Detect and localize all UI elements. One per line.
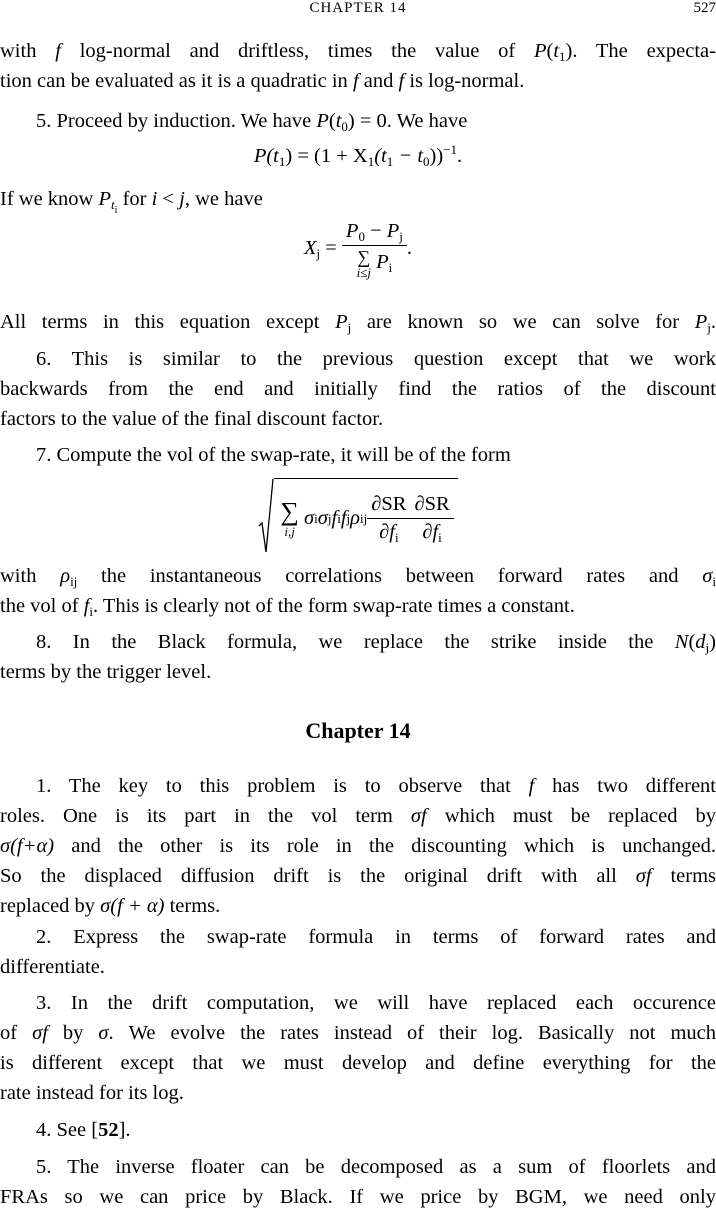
text-line: replaced by σ(f + α) terms.: [0, 891, 716, 921]
paragraph: [0, 1115, 716, 1145]
square-root: ∑ i,j σ i σ j f i f j ρ ij $\frac{\partial SR}{\partial f_i}$ $\frac{\partial SR}{\partial f_i}$: [258, 478, 457, 556]
citation-ref[interactable]: 52: [98, 1119, 119, 1141]
text-line: So the displaced diffusion drift is the original drift with all σf terms: [0, 861, 716, 891]
paragraph: [0, 771, 716, 921]
text-line: the vol of $f_i$. This is clearly not of the form swap-rate times a constant.: [0, 591, 716, 621]
equation-xj: $X_j$ = $P_0 - P_j$ ∑ i≤j $P_i$ .: [0, 220, 716, 279]
equation-p-t1: $P(t_1) = (1 + X_1(t_1 - t_0))^{-1}$.: [0, 145, 716, 168]
text-line: terms by the trigger level.: [0, 657, 716, 687]
paragraph: [0, 184, 716, 214]
text-line: If we know $P_{t_i}$ for i < j, we have: [0, 184, 716, 214]
paragraph: [0, 307, 716, 337]
running-header: [0, 0, 716, 20]
text-line: backwards from the end and initially find the ratios of the discount: [0, 374, 716, 404]
text-line: 3. In the drift computation, we will have replaced each occurence: [0, 988, 716, 1018]
paragraph: [0, 1152, 716, 1212]
text-line: σ(f+α) and the other is its role in the discounting which is unchanged.: [0, 831, 716, 861]
text-line: of σf by σ. We evolve the rates instead of their log. Basically not much: [0, 1018, 716, 1048]
text-line: FRAs so we can price by Black. If we price by BGM, we need only: [0, 1182, 716, 1212]
radical-sign-icon: [258, 478, 274, 556]
text-line: with $\rho_{ij}$ the instantaneous correlations between forward rates and $\sigma_i$: [0, 561, 716, 591]
text-line: 6. This is similar to the previous question except that we work: [0, 344, 716, 374]
text-line: roles. One is its part in the vol term σf which must be replaced by: [0, 801, 716, 831]
text-line: with f log-normal and driftless, times the value of $P(t_1)$. The expecta-: [0, 36, 716, 66]
text-line: 4. See [52].: [0, 1115, 716, 1145]
text-line: factors to the value of the final discount factor.: [0, 404, 716, 434]
paragraph: [0, 36, 716, 96]
text-line: differentiate.: [0, 952, 716, 982]
text-line: rate instead for its log.: [0, 1078, 716, 1108]
fraction: $P_0 - P_j$ ∑ i≤j $P_i$: [342, 220, 407, 279]
text-line: 2. Express the swap-rate formula in terms of forward rates and: [0, 922, 716, 952]
text-line: 1. The key to this problem is to observe that f has two different: [0, 771, 716, 801]
text-line: All terms in this equation except $P_j$ are known so we can solve for $P_j$.: [0, 307, 716, 337]
text-line: 5. Proceed by induction. We have $P(t_0) = 0$. We have: [36, 106, 716, 136]
chapter-heading: Chapter 14: [0, 718, 716, 744]
text-line: tion can be evaluated as it is a quadratic in f and f is log-normal.: [0, 66, 716, 96]
text-line: 5. The inverse floater can be decomposed as a sum of floorlets and: [0, 1152, 716, 1182]
paragraph: [0, 988, 716, 1108]
page-number: 527: [694, 0, 716, 17]
equation-swap-vol: [0, 478, 716, 562]
paragraph: [0, 627, 716, 687]
paragraph: [0, 922, 716, 982]
text-line: 8. In the Black formula, we replace the strike inside the $N(d_j)$: [0, 627, 716, 657]
paragraph: [0, 440, 716, 470]
paragraph: [0, 344, 716, 434]
text-line: 7. Compute the vol of the swap-rate, it will be of the form: [0, 440, 716, 470]
paragraph: [0, 561, 716, 621]
text-line: is different except that we must develop and define everything for the: [0, 1048, 716, 1078]
header-title: CHAPTER 14: [0, 0, 716, 17]
paragraph: [0, 106, 716, 136]
